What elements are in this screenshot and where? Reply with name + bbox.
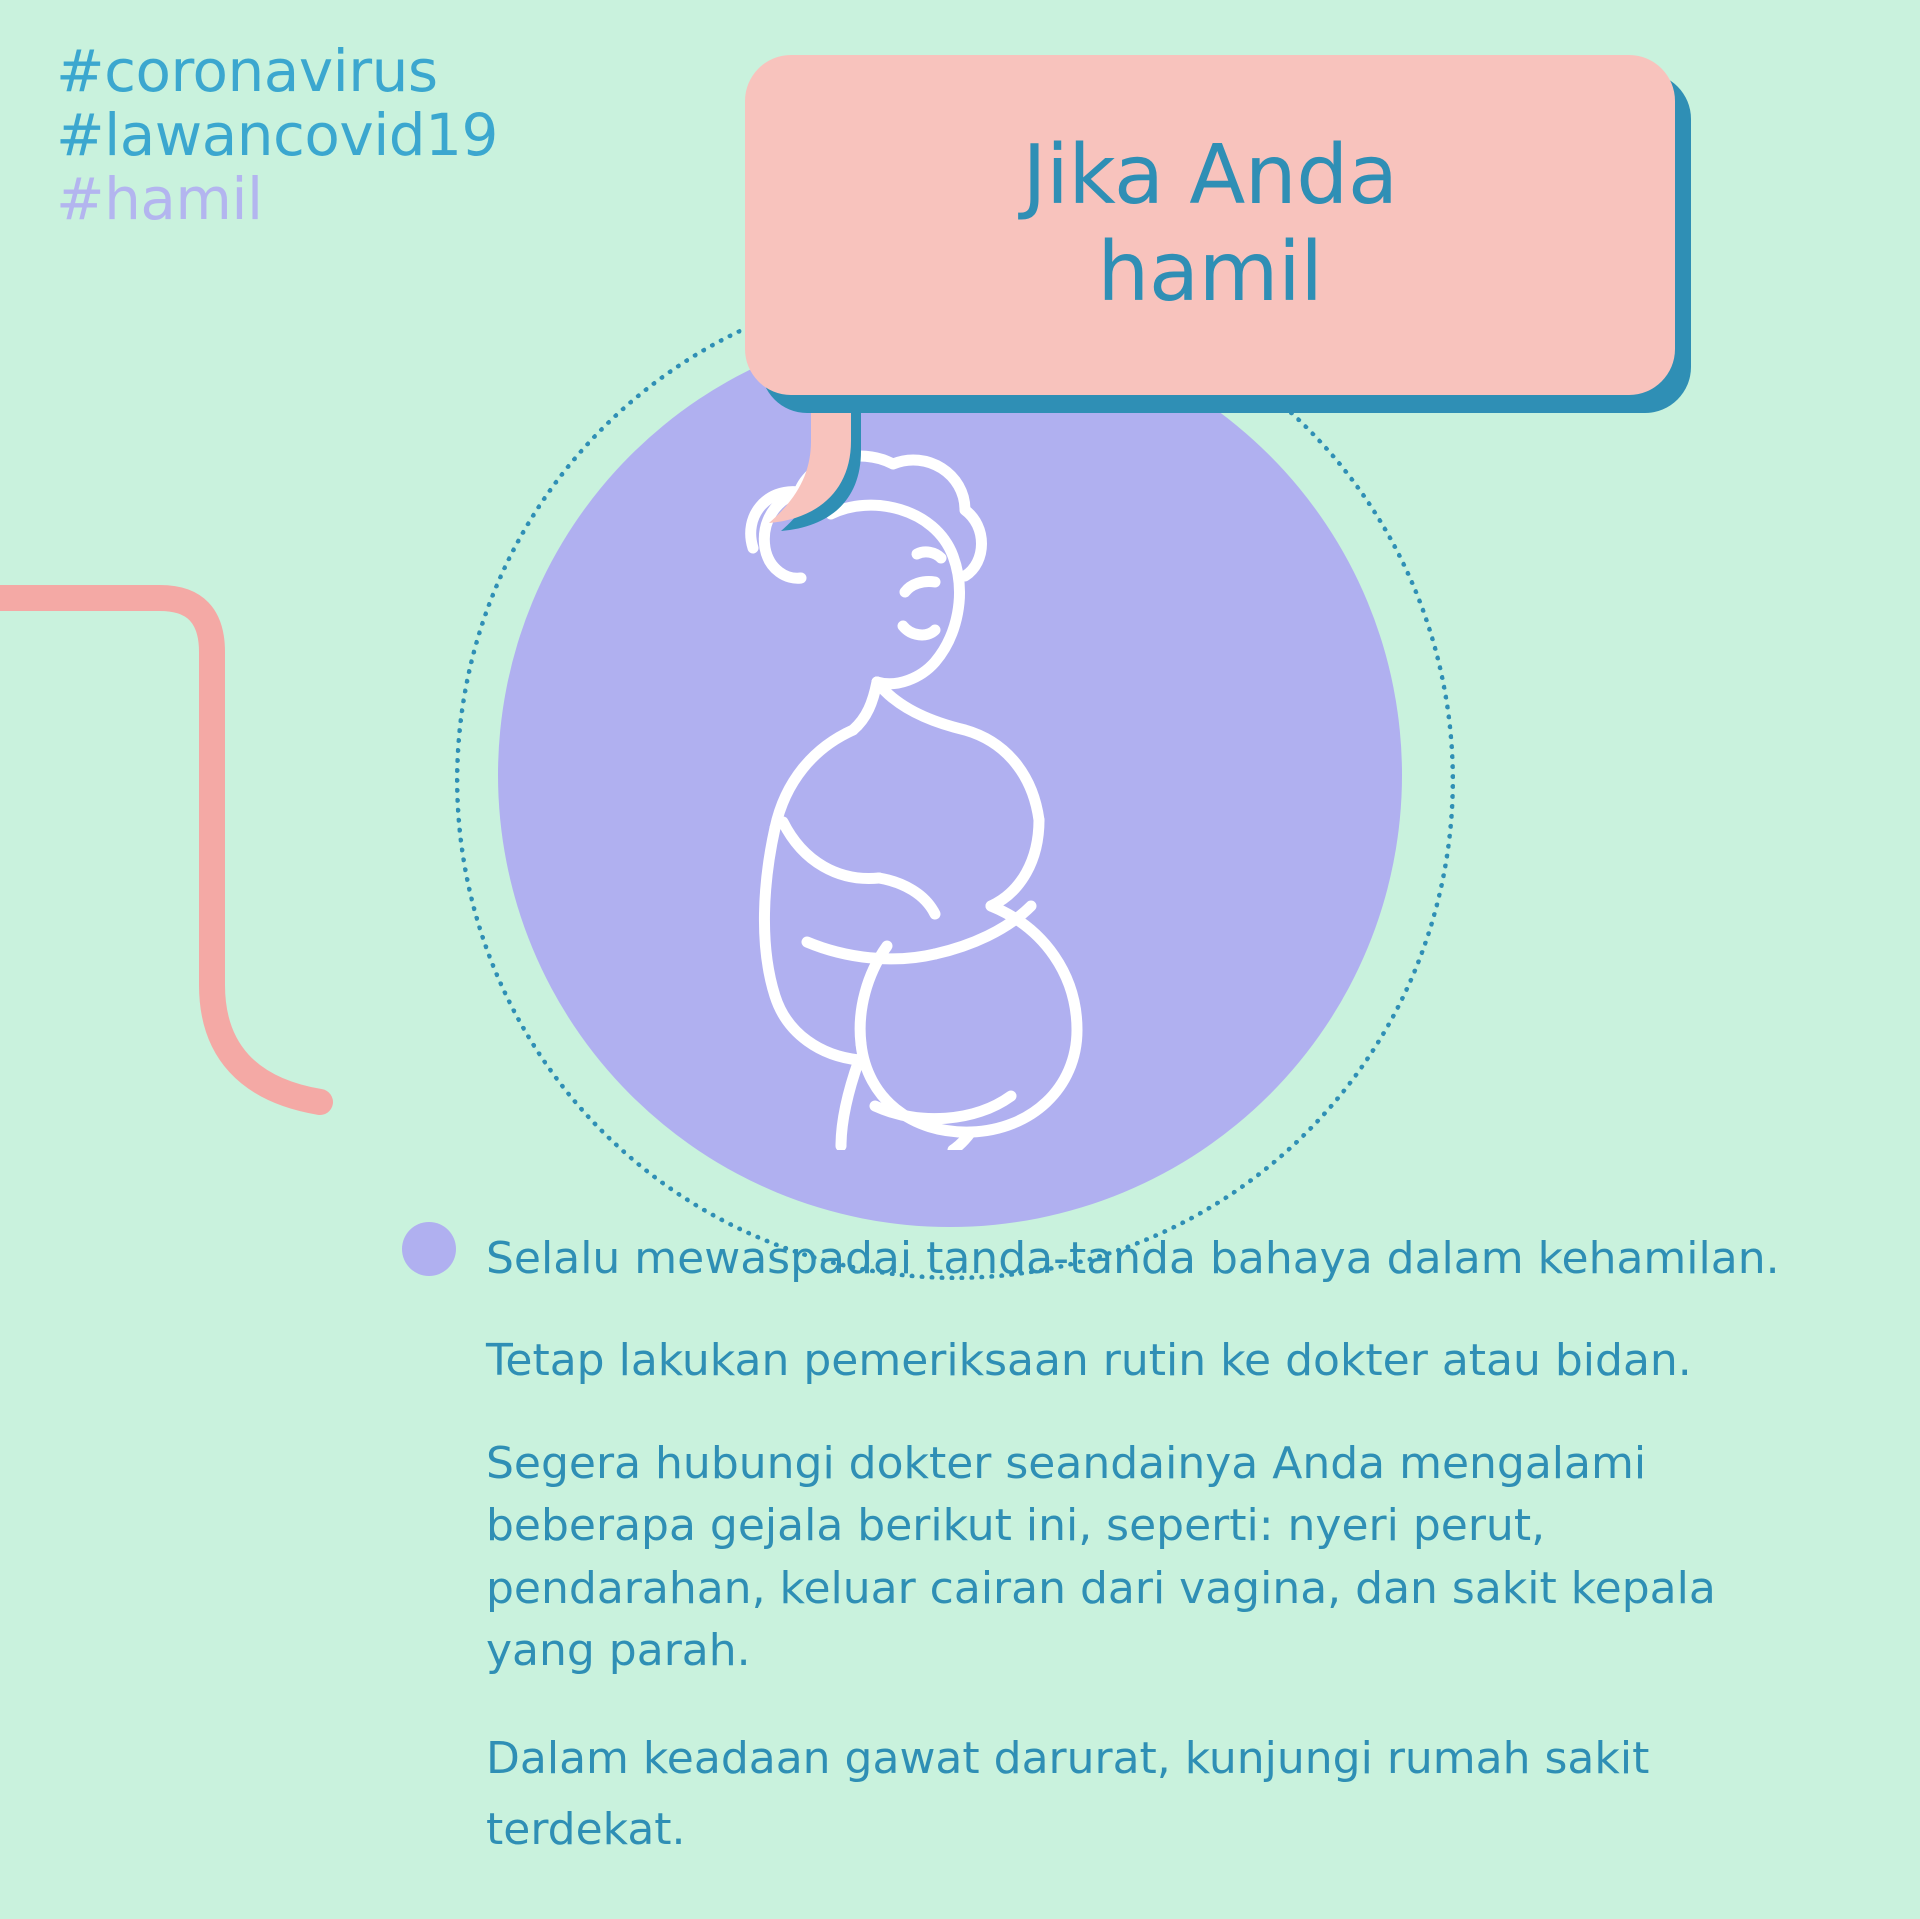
hashtag-hamil: #hamil: [56, 164, 263, 233]
advice-list: [486, 1228, 1816, 1865]
bubble-line-1: Jika Anda: [1022, 128, 1398, 224]
speech-bubble-text: [745, 55, 1675, 395]
speech-bubble: [745, 55, 1705, 485]
hook-line-dot: [402, 1222, 456, 1276]
hashtag-group: [56, 37, 498, 233]
bubble-line-2: hamil: [1097, 225, 1323, 320]
advice-item-2: Tetap lakukan pemeriksaan rutin ke dokter atau bidan.: [486, 1335, 1692, 1387]
hashtag-lawancovid19: #lawancovid19: [56, 100, 498, 169]
pregnant-woman-icon: [635, 430, 1195, 1150]
advice-item-1: Selalu mewaspadai tanda-tanda bahaya dalam kehamilan.: [486, 1233, 1780, 1284]
advice-item-3: Segera hubungi dokter seandainya Anda mengalami beberapa gejala berikut ini, seperti: nyeri perut, pendarahan, keluar cairan dari vagina, dan sakit kepala yang parah.: [486, 1437, 1716, 1677]
hashtag-coronavirus: #coronavirus: [56, 37, 438, 105]
pink-hook-line: [0, 580, 430, 1240]
advice-item-4: Dalam keadaan gawat darurat, kunjungi rumah sakit terdekat.: [486, 1732, 1650, 1856]
